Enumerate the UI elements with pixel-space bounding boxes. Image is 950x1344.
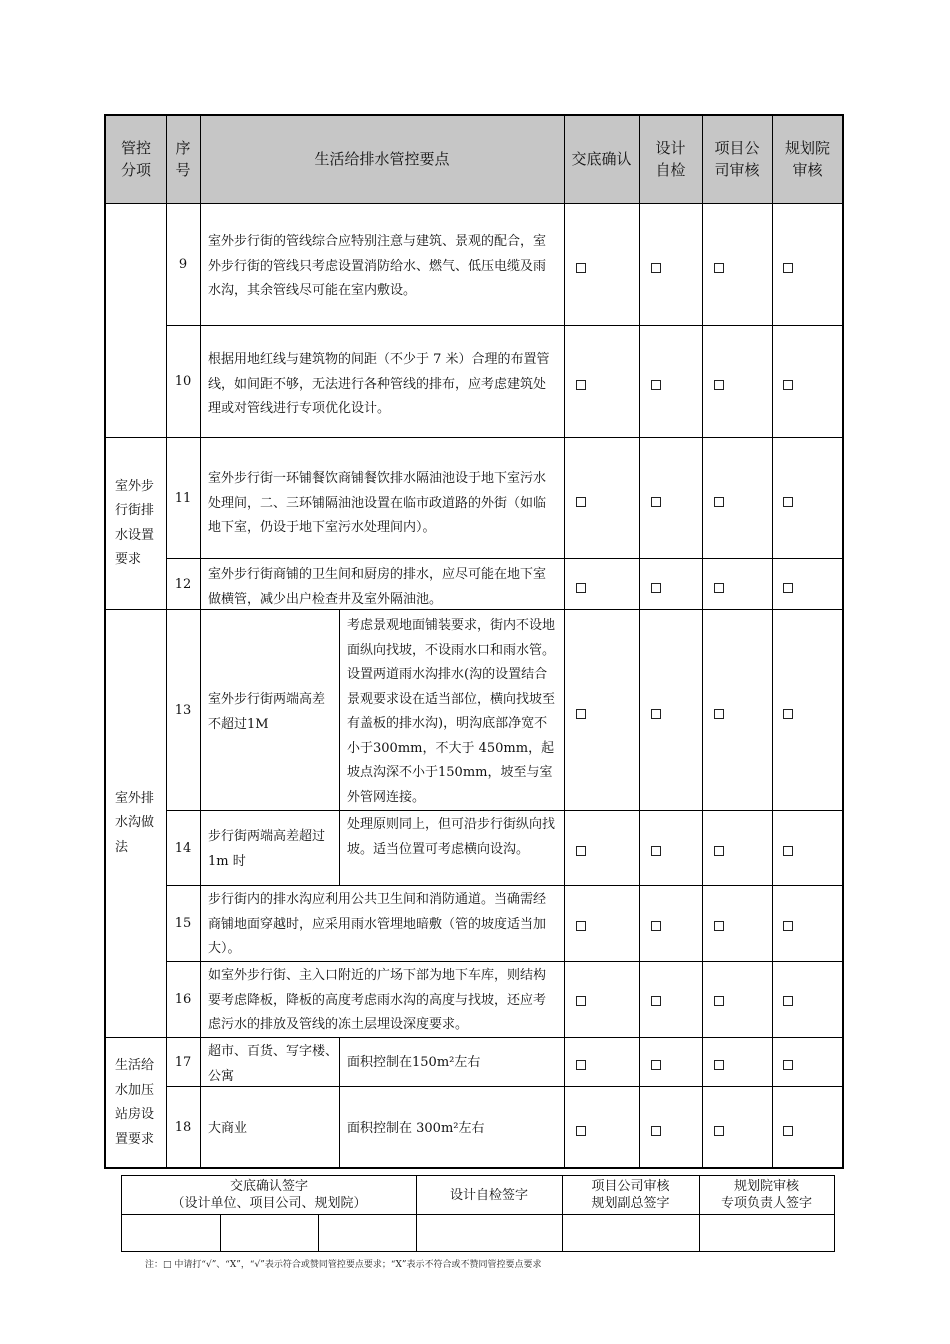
- grid-line: [772, 115, 773, 1168]
- row-subject: 步行街两端高差超过 1m 时: [208, 829, 326, 869]
- grid-line: [200, 115, 201, 1168]
- checkbox-design[interactable]: [651, 709, 661, 719]
- checkbox-project[interactable]: [714, 709, 724, 719]
- signature-handover-parties: （设计单位、项目公司、规划院）: [171, 1196, 367, 1211]
- row-number: 13: [174, 702, 192, 718]
- signature-handover-header: [122, 1176, 416, 1214]
- grid-line: [339, 610, 340, 885]
- checkbox-design[interactable]: [651, 1060, 661, 1070]
- row-number: 18: [174, 1120, 192, 1135]
- header-institute-label: 规划院审核: [784, 139, 830, 179]
- checkbox-institute[interactable]: [783, 921, 793, 931]
- row-text: 室外步行街商铺的卫生间和厨房的排水，应尽可能在地下室做横管，减少出户检查井及室外隔油池。: [208, 567, 547, 607]
- header-handover: [564, 117, 639, 201]
- header-index: [166, 117, 200, 201]
- header-points: [200, 117, 564, 201]
- category-cell-0: [106, 204, 166, 437]
- checkbox-handover[interactable]: [576, 1126, 586, 1136]
- checkbox-institute[interactable]: [783, 996, 793, 1006]
- checkbox-design[interactable]: [651, 583, 661, 593]
- header-institute: [772, 117, 843, 201]
- grid-line: [339, 1038, 340, 1168]
- checkbox-institute[interactable]: [783, 380, 793, 390]
- checkbox-institute[interactable]: [783, 1060, 793, 1070]
- checkbox-institute[interactable]: [783, 1126, 793, 1136]
- checkbox-institute[interactable]: [783, 263, 793, 273]
- row-number: 11: [174, 490, 192, 506]
- signature-institute-field[interactable]: [699, 1214, 834, 1251]
- header-category: [110, 117, 162, 201]
- footnote: 注：□ 中请打“√”、“X”，“√”表示符合或赞同管控要点要求；“X”表示不符合或不赞同管控要点要求: [145, 1260, 542, 1270]
- checkbox-handover[interactable]: [576, 263, 586, 273]
- grid-line: [639, 115, 640, 1168]
- row-text: 室外步行街的管线综合应特别注意与建筑、景观的配合，室外步行街的管线只考虑设置消防给水、燃气、低压电缆及雨水沟，其余管线尽可能在室内敷设。: [208, 234, 547, 298]
- row-text: 如室外步行街、主入口附近的广场下部为地下车库，则结构要考虑降板，降板的高度考虑雨水沟的高度与找坡，还应考虑污水的排放及管线的冻土层埋设深度要求。: [208, 968, 547, 1032]
- row-subject: 超市、百货、写字楼、公寓: [208, 1044, 339, 1084]
- row-detail: 处理原则同上，但可沿步行街纵向找坡。适当位置可考虑横向设沟。: [347, 817, 556, 857]
- signature-project-role: 规划副总签字: [591, 1196, 670, 1211]
- checkbox-project[interactable]: [714, 583, 724, 593]
- category-cell-3: [106, 1038, 166, 1168]
- row-detail: 考虑景观地面铺装要求，街内不设地面纵向找坡，不设雨水口和雨水管。设置两道雨水沟排水(沟的设置结合景观要求设在适当部位，横向找坡至有盖板的排水沟)，明沟底部净宽不小于300mm，不大于 450mm，起坡点沟深不小于150mm，坡至与室外管网连接。: [347, 618, 556, 805]
- checkbox-design[interactable]: [651, 380, 661, 390]
- header-design-label: 设计自检: [655, 139, 686, 179]
- header-design: [639, 117, 702, 201]
- signature-institute-title: 规划院审核: [733, 1179, 799, 1194]
- signature-handover-title: 交底确认签字: [229, 1179, 308, 1194]
- table-border-top: [104, 114, 844, 116]
- grid-line: [166, 325, 843, 326]
- grid-line: [166, 558, 843, 559]
- signature-design-header: [416, 1176, 562, 1214]
- grid-line: [166, 885, 843, 886]
- header-handover-label: 交底确认: [571, 150, 632, 168]
- row-subject: 室外步行街两端高差不超过1M: [208, 692, 326, 732]
- row-detail: 面积控制在150m²左右: [347, 1055, 481, 1070]
- checkbox-project[interactable]: [714, 1060, 724, 1070]
- category-cell-1: [106, 438, 166, 609]
- grid-line: [104, 203, 844, 204]
- row-number: 16: [174, 992, 192, 1007]
- checkbox-design[interactable]: [651, 846, 661, 856]
- row-number: 10: [174, 374, 192, 389]
- row-text: 室外步行街一环铺餐饮商铺餐饮排水隔油池设于地下室污水处理间，二、三环铺隔油池设置在临市政道路的外街（如临地下室，仍设于地下室污水处理间内）。: [208, 471, 547, 535]
- header-points-label: 生活给排水管控要点: [314, 150, 450, 168]
- category-label: 生活给水加压站房设置要求: [115, 1058, 155, 1147]
- table-border-bottom: [104, 1167, 844, 1169]
- grid-line: [564, 115, 565, 1168]
- grid-line: [166, 810, 843, 811]
- checkbox-handover[interactable]: [576, 846, 586, 856]
- row-number: 12: [174, 576, 192, 592]
- signature-design-title: 设计自检签字: [449, 1187, 528, 1203]
- row-subject: 大商业: [208, 1121, 248, 1136]
- checkbox-handover[interactable]: [576, 921, 586, 931]
- checkbox-design[interactable]: [651, 1126, 661, 1136]
- header-index-label: 序号: [175, 139, 191, 179]
- checkbox-handover[interactable]: [576, 1060, 586, 1070]
- header-category-label: 管控分项: [120, 139, 151, 179]
- signature-project-field[interactable]: [562, 1214, 699, 1251]
- checkbox-handover[interactable]: [576, 583, 586, 593]
- signature-design-field[interactable]: [416, 1214, 562, 1251]
- checkbox-project[interactable]: [714, 921, 724, 931]
- checkbox-project[interactable]: [714, 263, 724, 273]
- checkbox-design[interactable]: [651, 921, 661, 931]
- checkbox-project[interactable]: [714, 497, 724, 507]
- header-project: [702, 117, 772, 201]
- checkbox-handover[interactable]: [576, 497, 586, 507]
- signature-handover-field[interactable]: [122, 1214, 416, 1251]
- checkbox-project[interactable]: [714, 1126, 724, 1136]
- table-border-right: [842, 114, 844, 1169]
- checkbox-project[interactable]: [714, 996, 724, 1006]
- category-label: 室外步行街排水设置要求: [115, 478, 155, 567]
- checkbox-handover[interactable]: [576, 380, 586, 390]
- header-project-label: 项目公司审核: [714, 139, 760, 179]
- grid-line: [834, 1175, 835, 1252]
- checkbox-handover[interactable]: [576, 996, 586, 1006]
- checkbox-institute[interactable]: [783, 709, 793, 719]
- row-number: 9: [178, 257, 188, 272]
- signature-project-header: [562, 1176, 699, 1214]
- row-text: 根据用地红线与建筑物的间距（不少于 7 米）合理的布置管线，如间距不够，无法进行各种管线的排布，应考虑建筑处理或对管线进行专项优化设计。: [208, 352, 550, 416]
- checkbox-handover[interactable]: [576, 709, 586, 719]
- category-label: 室外排水沟做法: [115, 790, 155, 855]
- checkbox-design[interactable]: [651, 996, 661, 1006]
- row-number: 17: [174, 1054, 192, 1070]
- grid-line: [121, 1251, 835, 1252]
- checkbox-institute[interactable]: [783, 497, 793, 507]
- row-text: 步行街内的排水沟应利用公共卫生间和消防通道。当确需经商铺地面穿越时，应采用雨水管埋地暗敷（管的坡度适当加大）。: [208, 892, 547, 956]
- checkbox-design[interactable]: [651, 497, 661, 507]
- checkbox-design[interactable]: [651, 263, 661, 273]
- signature-project-title: 项目公司审核: [591, 1179, 670, 1194]
- checkbox-institute[interactable]: [783, 583, 793, 593]
- checkbox-project[interactable]: [714, 380, 724, 390]
- grid-line: [702, 115, 703, 1168]
- checkbox-project[interactable]: [714, 846, 724, 856]
- grid-line: [104, 437, 844, 438]
- signature-institute-header: [699, 1176, 834, 1214]
- row-number: 15: [174, 916, 192, 931]
- checkbox-institute[interactable]: [783, 846, 793, 856]
- row-detail: 面积控制在 300m²左右: [347, 1121, 485, 1136]
- row-number: 14: [174, 840, 192, 856]
- signature-institute-role: 专项负责人签字: [720, 1196, 812, 1211]
- category-cell-2: [106, 610, 166, 1037]
